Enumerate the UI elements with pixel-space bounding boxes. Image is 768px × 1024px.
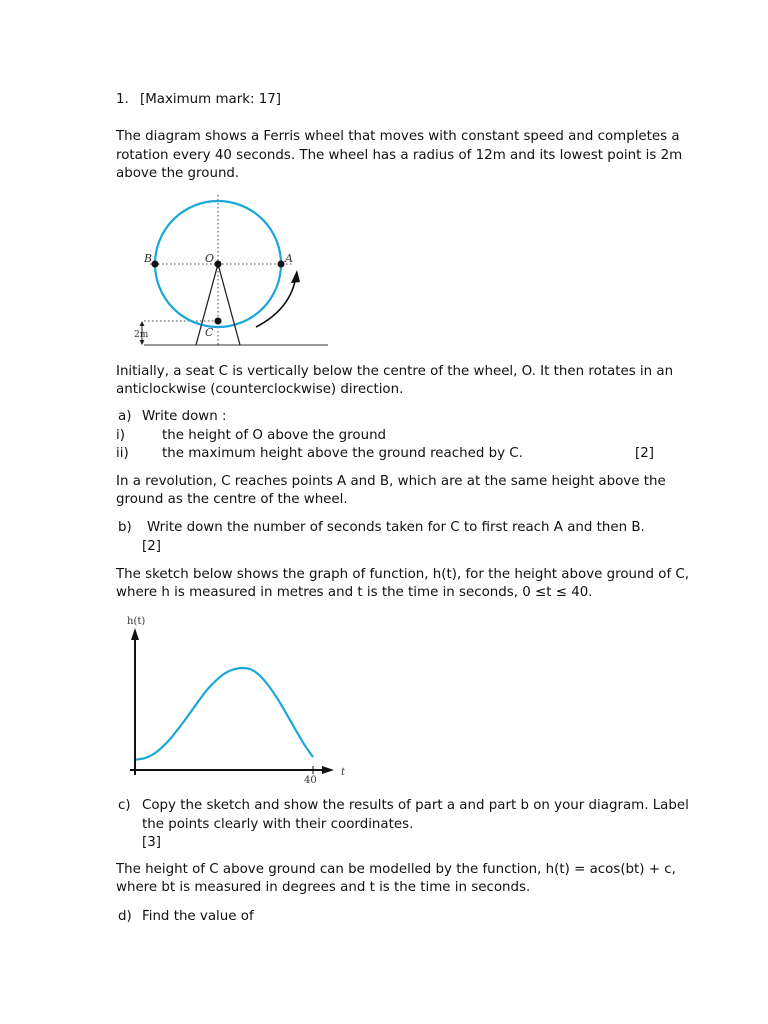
part-d-label: d) bbox=[118, 909, 132, 924]
part-c-label: c) bbox=[118, 798, 131, 813]
x-axis-arrow-icon bbox=[322, 766, 334, 774]
label-2m: 2m bbox=[134, 330, 149, 340]
intro-line-2: rotation every 40 seconds. The wheel has a radius of 12m and its lowest point is 2m bbox=[116, 148, 683, 163]
x-tick-label-40: 40 bbox=[304, 775, 317, 786]
model-line-2: where bt is measured in degrees and t is the time in seconds. bbox=[116, 880, 531, 895]
intro-line-3: above the ground. bbox=[116, 166, 240, 181]
initially-line-2: anticlockwise (counterclockwise) direction. bbox=[116, 382, 404, 397]
label-C: C bbox=[205, 326, 214, 339]
sketch-intro-line-2: where h is measured in metres and t is the time in seconds, 0 ≤t ≤ 40. bbox=[116, 585, 593, 600]
part-c-line-2: the points clearly with their coordinates. bbox=[142, 817, 414, 832]
part-b-marks: [2] bbox=[142, 539, 161, 554]
x-axis-label: t bbox=[341, 767, 346, 778]
part-a-text: Write down : bbox=[142, 409, 227, 424]
part-a-label: a) bbox=[118, 409, 132, 424]
part-b-text: Write down the number of seconds taken for C to first reach A and then B. bbox=[147, 520, 645, 535]
label-O: O bbox=[205, 252, 215, 265]
h-curve-line bbox=[136, 668, 313, 760]
part-b-label: b) bbox=[118, 520, 132, 535]
part-d-text: Find the value of bbox=[142, 909, 254, 924]
part-a-marks: [2] bbox=[635, 446, 654, 461]
part-a-ii-label: ii) bbox=[116, 446, 129, 461]
y-axis-label: h(t) bbox=[127, 616, 146, 627]
label-B: B bbox=[144, 252, 153, 265]
question-number: 1. bbox=[116, 92, 129, 107]
part-a-i-label: i) bbox=[116, 428, 125, 443]
part-a-ii-text: the maximum height above the ground reached by C. bbox=[162, 446, 523, 461]
part-c-line-1: Copy the sketch and show the results of part a and part b on your diagram. Label bbox=[142, 798, 689, 813]
max-mark: [Maximum mark: 17] bbox=[140, 92, 282, 107]
y-axis-arrow-icon bbox=[131, 628, 139, 640]
initially-line-1: Initially, a seat C is vertically below the centre of the wheel, O. It then rotates in an bbox=[116, 364, 674, 379]
revolution-line-2: ground as the centre of the wheel. bbox=[116, 492, 348, 507]
part-c-marks: [3] bbox=[142, 835, 161, 850]
part-a-i-text: the height of O above the ground bbox=[162, 428, 387, 443]
label-A: A bbox=[285, 252, 293, 265]
sketch-intro-line-1: The sketch below shows the graph of function, h(t), for the height above ground of C, bbox=[116, 567, 690, 582]
intro-line-1: The diagram shows a Ferris wheel that moves with constant speed and completes a bbox=[116, 129, 680, 144]
model-line-1: The height of C above ground can be modelled by the function, h(t) = acos(bt) + c, bbox=[116, 862, 676, 877]
revolution-line-1: In a revolution, C reaches points A and B, which are at the same height above the bbox=[116, 474, 666, 489]
